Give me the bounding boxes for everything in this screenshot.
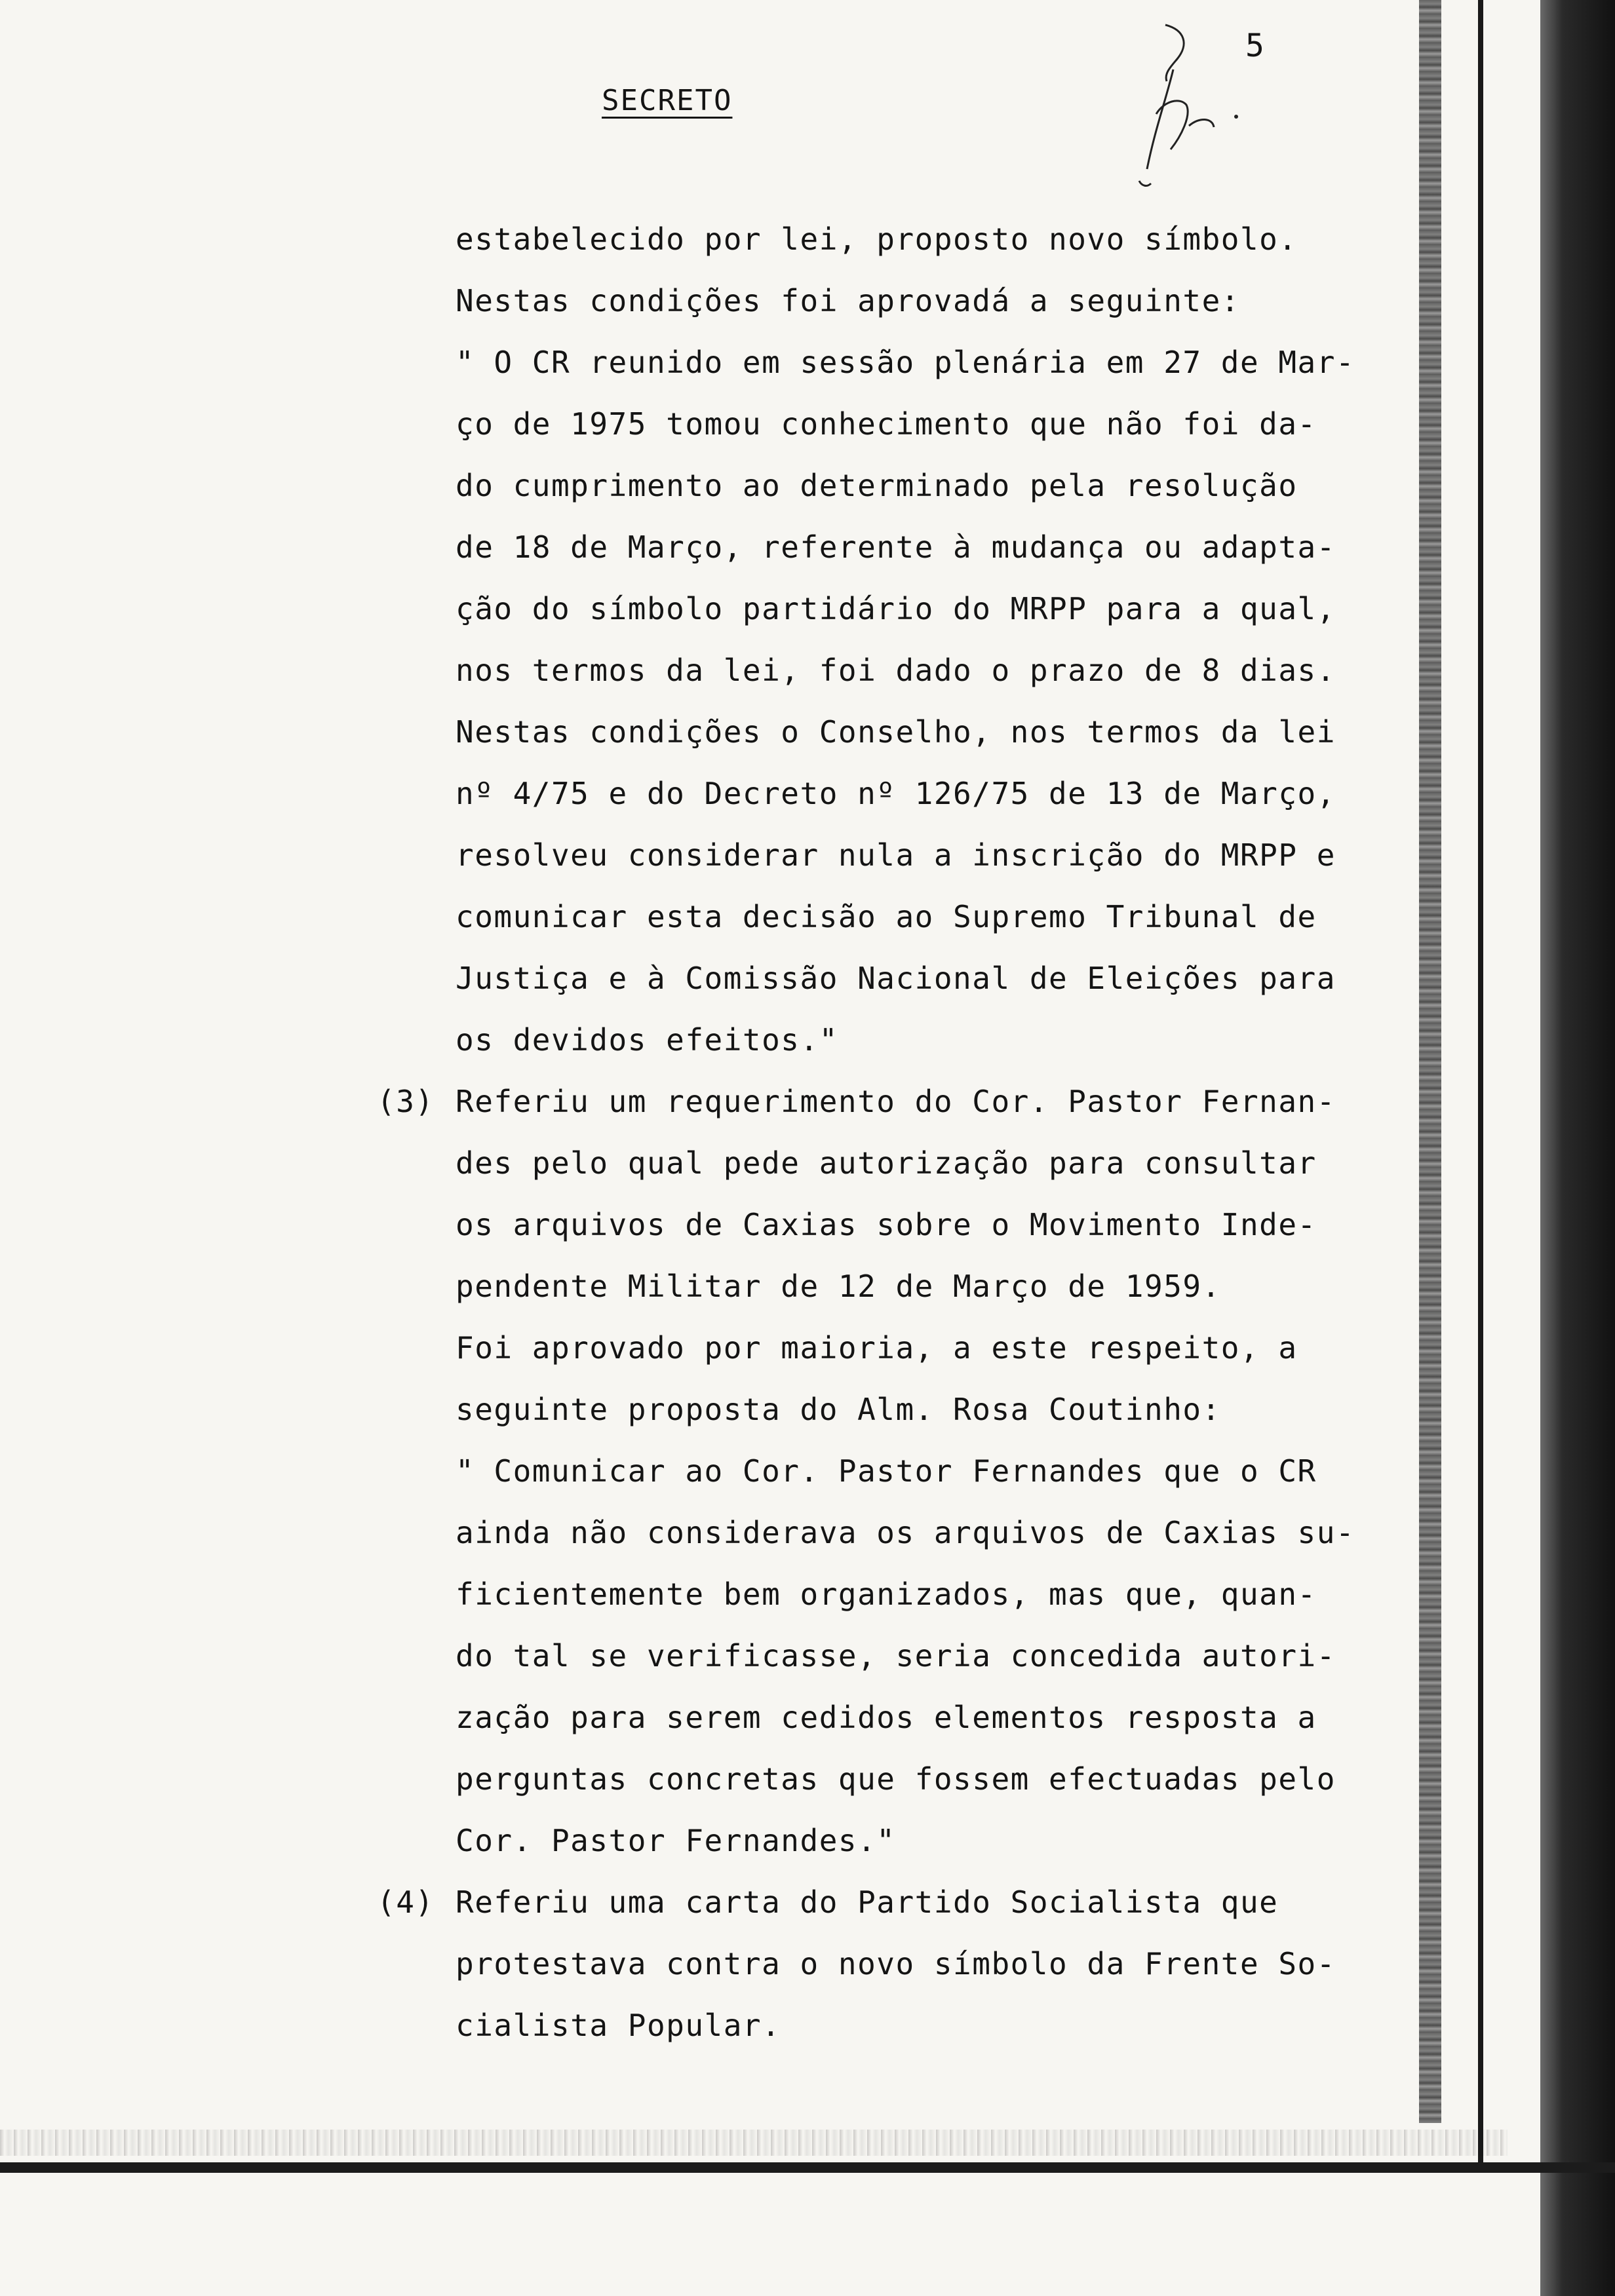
text-line	[456, 1748, 1360, 1810]
text-line	[456, 1810, 1360, 1871]
scan-dark-border	[1540, 0, 1615, 2296]
text-line	[456, 1440, 1360, 1502]
line-text: Foi aprovado por maioria, a este respeito, a	[456, 1330, 1298, 1366]
item-number: (3)	[377, 1084, 435, 1119]
line-text: seguinte proposta do Alm. Rosa Coutinho:	[456, 1392, 1221, 1427]
text-line	[456, 1009, 1360, 1071]
text-line	[456, 208, 1360, 270]
text-line	[456, 1687, 1360, 1748]
line-text: os devidos efeitos."	[456, 1022, 838, 1058]
line-text: ainda não considerava os arquivos de Caxias su-	[456, 1515, 1355, 1550]
item-number: (4)	[377, 1885, 435, 1920]
line-text: des pelo qual pede autorização para consultar	[456, 1145, 1317, 1181]
line-text: pendente Militar de 12 de Março de 1959.	[456, 1269, 1221, 1304]
line-text: do tal se verificasse, seria concedida autori-	[456, 1638, 1336, 1674]
text-line	[456, 578, 1360, 640]
line-text: resolveu considerar nula a inscrição do MRPP e	[456, 837, 1336, 873]
text-line	[456, 332, 1360, 393]
line-text: Nestas condições foi aprovadá a seguinte:	[456, 283, 1240, 318]
text-line	[456, 701, 1360, 763]
text-line	[377, 1871, 1360, 1933]
text-line	[456, 1995, 1360, 2056]
text-line	[456, 516, 1360, 578]
handwritten-initials	[1108, 18, 1239, 195]
line-text: os arquivos de Caxias sobre o Movimento Inde-	[456, 1207, 1317, 1242]
line-text: nos termos da lei, foi dado o prazo de 8 dias.	[456, 653, 1336, 688]
line-text: " Comunicar ao Cor. Pastor Fernandes que o CR	[456, 1453, 1317, 1489]
line-text: ço de 1975 tomou conhecimento que não foi da-	[456, 406, 1317, 442]
line-text: Cor. Pastor Fernandes."	[456, 1823, 896, 1858]
line-text: ficientemente bem organizados, mas que, quan-	[456, 1577, 1317, 1612]
line-text: estabelecido por lei, proposto novo símbolo.	[456, 221, 1298, 257]
text-line	[456, 455, 1360, 516]
text-line	[456, 640, 1360, 701]
text-line	[456, 1132, 1360, 1194]
scan-edge-artifact	[1419, 0, 1441, 2123]
line-text: zação para serem cedidos elementos resposta a	[456, 1700, 1317, 1735]
text-line	[456, 1317, 1360, 1379]
line-text: comunicar esta decisão ao Supremo Tribunal de	[456, 899, 1317, 934]
line-text: cialista Popular.	[456, 2008, 781, 2043]
text-line	[456, 393, 1360, 455]
text-line	[456, 1255, 1360, 1317]
scan-edge-line	[1478, 0, 1483, 2162]
text-line	[456, 1625, 1360, 1687]
text-line	[456, 886, 1360, 947]
line-text: do cumprimento ao determinado pela resolução	[456, 468, 1298, 503]
text-line	[456, 1379, 1360, 1440]
text-line	[456, 947, 1360, 1009]
text-line	[456, 270, 1360, 332]
line-text: nº 4/75 e do Decreto nº 126/75 de 13 de Março,	[456, 776, 1336, 811]
text-line	[456, 1933, 1360, 1995]
scan-bottom-noise	[0, 2130, 1508, 2156]
classification-heading: SECRETO	[602, 84, 733, 117]
line-text: " O CR reunido em sessão plenária em 27 de Mar-	[456, 345, 1355, 380]
page-number: 5	[1245, 28, 1264, 64]
text-line	[456, 824, 1360, 886]
line-text: de 18 de Março, referente à mudança ou adapta-	[456, 529, 1336, 565]
line-text: ção do símbolo partidário do MRPP para a qual,	[456, 591, 1336, 626]
line-text: Nestas condições o Conselho, nos termos da lei	[456, 714, 1336, 750]
text-line	[456, 763, 1360, 824]
text-line	[456, 1502, 1360, 1563]
line-text: Justiça e à Comissão Nacional de Eleições para	[456, 961, 1336, 996]
line-text: Referiu uma carta do Partido Socialista que	[456, 1885, 1279, 1920]
text-line	[377, 1071, 1360, 1132]
line-text: perguntas concretas que fossem efectuadas pelo	[456, 1761, 1336, 1797]
text-line	[456, 1563, 1360, 1625]
scan-bottom-border	[0, 2162, 1615, 2173]
line-text: Referiu um requerimento do Cor. Pastor Fernan-	[456, 1084, 1336, 1119]
text-line	[456, 1194, 1360, 1255]
line-text: protestava contra o novo símbolo da Frente So-	[456, 1946, 1336, 1981]
document-body	[377, 208, 1360, 2056]
